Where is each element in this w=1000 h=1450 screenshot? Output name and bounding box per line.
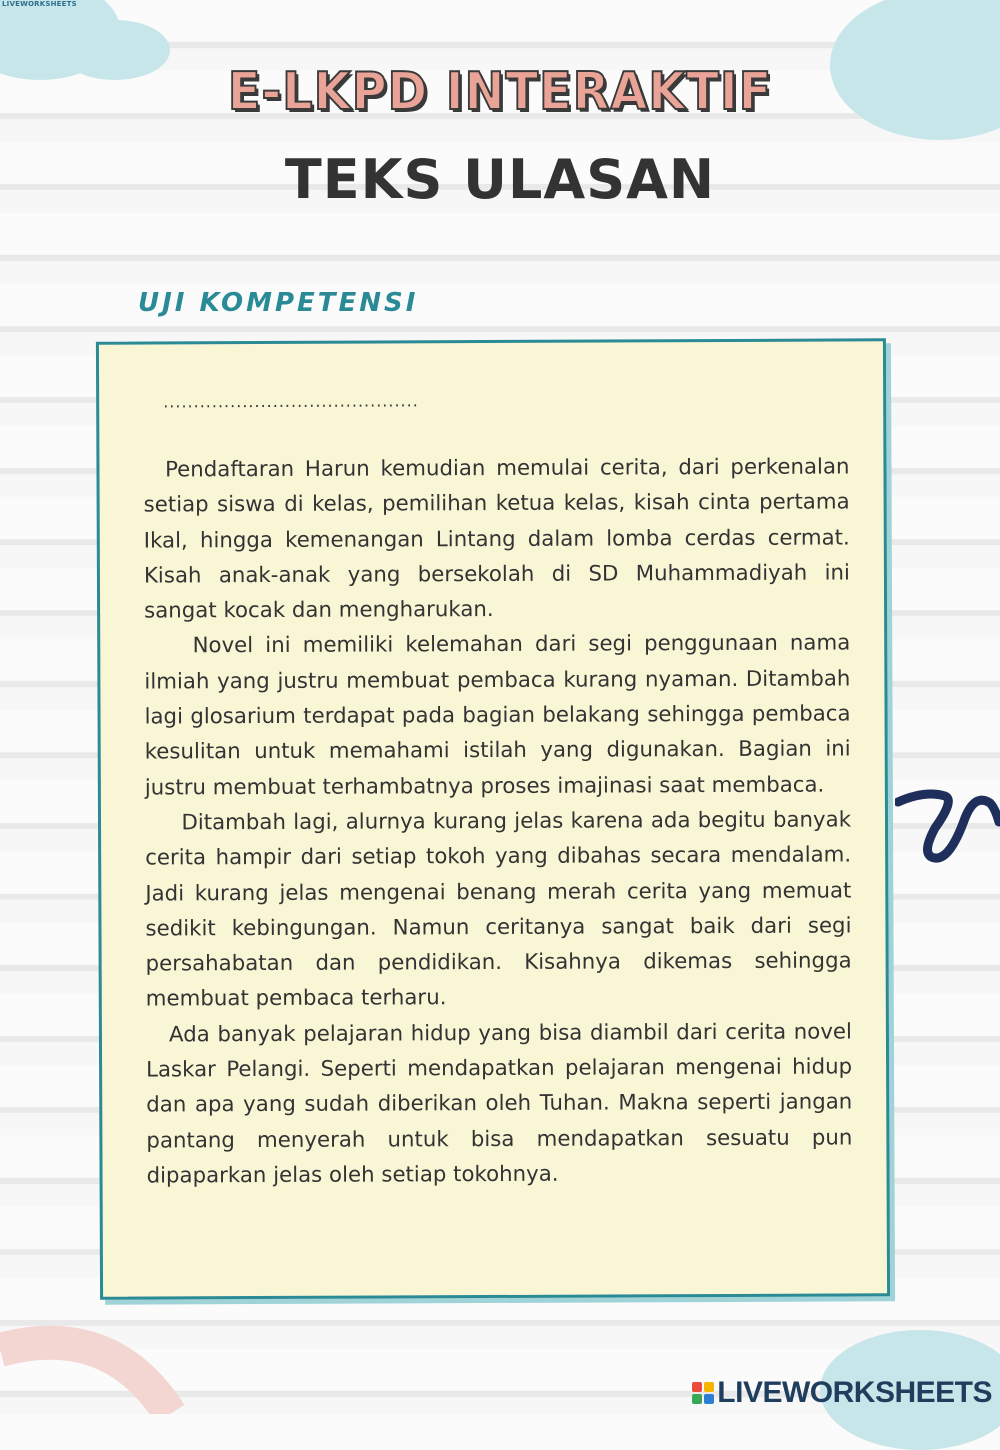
liveworksheets-logo[interactable] <box>692 1376 992 1410</box>
paragraph-3: Ditambah lagi, alurnya kurang jelas karena ada begitu banyak cerita hampir dari setiap tokoh yang dibahas secara mendalam. Jadi kurang jelas mengenai benang merah cerita yang memuat sedikit kebingungan. Namun ceritanya sangat baik dari segi persahabatan dan pendidikan. Kisahnya dikemas sehingga membuat pembaca terharu. <box>144 807 852 1012</box>
logo-text: LIVEWORKSHEETS <box>717 1376 992 1409</box>
page-subtitle: TEKS ULASAN <box>284 148 716 211</box>
section-heading: UJI KOMPETENSI <box>138 288 419 318</box>
logo-grid-icon <box>692 1382 714 1404</box>
squiggle-decoration <box>895 778 1000 868</box>
review-text <box>143 449 852 1193</box>
watermark-text: LIVEWORKSHEETS <box>2 0 77 8</box>
answer-blank[interactable]: .......................................... <box>163 391 419 412</box>
paragraph-2: Novel ini memiliki kelemahan dari segi penggunaan nama ilmiah yang justru membuat pembaca kurang nyaman. Ditambah lagi glosarium terdapat pada bagian belakang sehingga pembaca kesulitan untuk memahami istilah yang digunakan. Bagian ini justru membuat terhambatnya proses imajinasi saat membaca. <box>144 630 851 801</box>
worksheet-panel <box>96 338 890 1299</box>
paragraph-4: Ada banyak pelajaran hidup yang bisa diambil dari cerita novel Laskar Pelangi. Seperti mendapatkan pelajaran mengenai hidup dan apa yang sudah diberikan oleh Tuhan. Makna seperti jangan pantang menyerah untuk bisa mendapatkan sesuatu pun dipaparkan jelas oleh setiap tokohnya. <box>145 1019 853 1189</box>
page-title: E-LKPD INTERAKTIF <box>227 62 773 122</box>
paragraph-1: Pendaftaran Harun kemudian memulai cerita, dari perkenalan setiap siswa di kelas, pemilihan ketua kelas, kisah cinta pertama Ikal, hingga kemenangan Lintang dalam lomba cerdas cermat. Kisah anak-anak yang bersekolah di SD Muhammadiyah ini sangat kocak dan mengharukan. <box>143 454 850 624</box>
pink-arc-decoration <box>0 1320 200 1414</box>
